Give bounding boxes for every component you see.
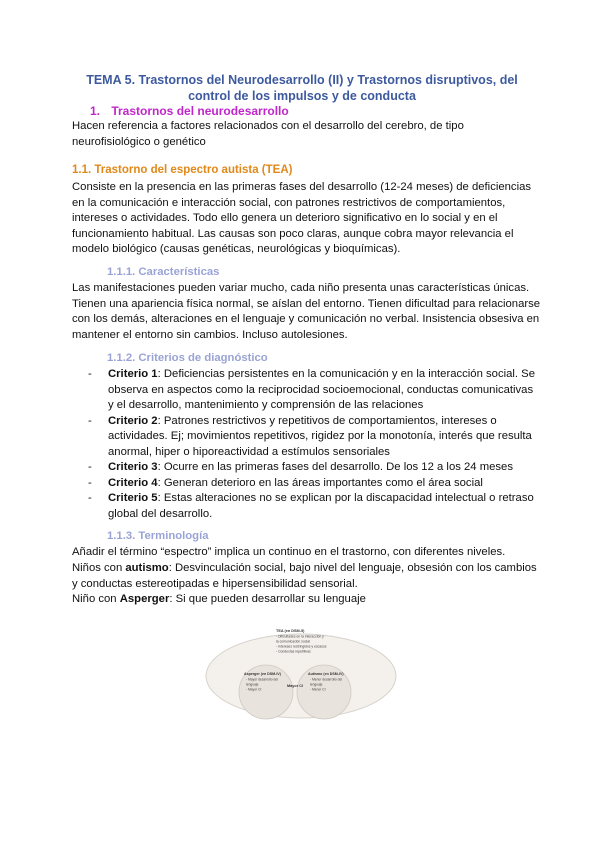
middle-label: Mayor CI (287, 684, 304, 688)
section-1-1-1-heading: 1.1.1. Características (107, 266, 220, 278)
criteria-item (88, 460, 540, 476)
criteria-text: : Estas alteraciones no se explican por la discapacidad intelectual o retraso global del desarrollo. (108, 492, 534, 520)
section-1-1-3-line-3 (72, 592, 542, 608)
section-1-1-3-line-1: Añadir el término “espectro” implica un continuo en el trastorno, con diferentes niveles. (72, 546, 506, 558)
criteria-label: Criterio 1 (108, 368, 158, 380)
section-1-1-3-heading: 1.1.3. Terminología (107, 530, 209, 542)
criteria-label: Criterio 4 (108, 476, 158, 489)
criteria-item (88, 367, 540, 414)
term-asperger: Asperger (119, 593, 170, 605)
section-1-1-2-heading: 1.1.2. Criterios de diagnóstico (107, 352, 268, 364)
asperger-item: - Mayor CI (246, 687, 262, 692)
asperger-item: lenguaje (246, 682, 259, 687)
tea-venn-diagram (204, 624, 398, 720)
section-1-1-heading: 1.1. Trastorno del espectro autista (TEA) (72, 164, 293, 176)
autismo-item: - Menor CI (310, 687, 326, 692)
line-rest: : Desvinculación social, bajo nivel del lenguaje, obsesión con los cambios y conductas estereotipadas e hipersensibilidad sensorial. (72, 562, 537, 590)
section-1-heading (90, 104, 289, 118)
autismo-title: Autismo (en DSM-IV) (308, 672, 344, 676)
criteria-text: : Generan deterioro en las áreas importantes como el área social (157, 476, 483, 489)
criteria-list (88, 367, 540, 522)
section-1-number: 1. (90, 104, 101, 118)
bullet-dash: - (88, 492, 92, 504)
criteria-text: : Patrones restrictivos y repetitivos de comportamientos, intereses o actividades. Ej; movimientos repetitivos, rigidez por la monotonía, interés que resulta anormal, hiper o hiporeactividad a estímulos sensoriales (108, 414, 532, 458)
criteria-label: Criterio 2 (108, 414, 158, 427)
section-1-heading-text: Trastornos del neurodesarrollo (111, 104, 289, 118)
criteria-item (88, 491, 540, 522)
bullet-dash: - (88, 461, 92, 473)
section-1-intro: Hacen referencia a factores relacionados con el desarrollo del cerebro, de tipo neurofisiológico o genético (72, 120, 464, 148)
line-rest: : Si que pueden desarrollar su lenguaje (169, 593, 366, 605)
line-prefix: Niños con (72, 562, 126, 574)
bullet-dash: - (88, 476, 92, 489)
outer-item: - Conductas repetitivas (276, 649, 311, 654)
criteria-text: : Deficiencias persistentes en la comunicación y en la interacción social. Se observa en aspectos como la reciprocidad socioemocional, conductas comunicativas y el desarrollo, mantenimiento y comprensión de las relaciones (108, 368, 535, 411)
criteria-item (88, 476, 540, 492)
term-autismo: autismo (125, 562, 169, 574)
criteria-label: Criterio 3 (108, 461, 158, 473)
outer-item: - Dificultades en la interacción y (276, 634, 324, 639)
line-prefix: Niño con (72, 593, 120, 605)
autismo-item: lenguaje (310, 682, 323, 687)
section-1-1-3-line-2 (72, 561, 542, 592)
document-title: TEMA 5. Trastornos del Neurodesarrollo (II) y Trastornos disruptivos, del control de los impulsos y de conducta (86, 73, 518, 103)
criteria-text: : Ocurre en las primeras fases del desarrollo. De los 12 a los 24 meses (157, 461, 513, 473)
asperger-title: Asperger (en DSM-IV) (244, 672, 281, 676)
criteria-label: Criterio 5 (108, 492, 158, 504)
outer-title: TEA (en DSM-5) (276, 629, 305, 633)
section-1-1-1-text: Las manifestaciones pueden variar mucho, cada niño presenta unas características únicas. Tienen una apariencia física normal, se aíslan del entorno. Tienen dificultad para relacionarse con los demás, alteraciones en el lenguaje y comunicación no verbal. Insistencia obsesiva en mantener el entorno sin cambios. Incluso autolesiones. (72, 282, 541, 341)
asperger-item: - Mayor desarrollo del (246, 677, 278, 682)
section-1-1-text: Consiste en la presencia en las primeras fases del desarrollo (12-24 meses) de deficiencias en la comunicación e interacción social, con patrones restrictivos de comportamientos, intereses o actividades. Todo ello genera un deterioro significativo en lo social y en el funcionamiento habitual. Las causas son poco claras, aunque cobra mayor relevancia el modelo biológico (causas genéticas, neurológicas y bioquímicas). (72, 181, 532, 255)
outer-item: - Intereses restringidos y escasos (276, 644, 327, 649)
outer-item: la comunicación social (276, 639, 310, 644)
autismo-item: - Menor desarrollo del (310, 677, 343, 682)
bullet-dash: - (88, 414, 92, 427)
criteria-item (88, 414, 540, 461)
bullet-dash: - (88, 368, 92, 380)
